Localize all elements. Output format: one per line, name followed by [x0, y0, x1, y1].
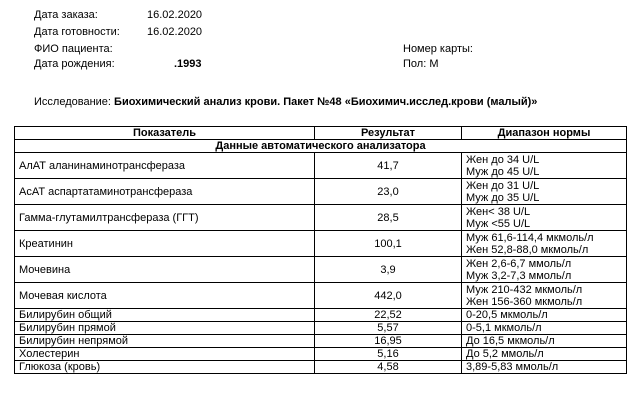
- sex-label: Пол: М: [403, 58, 439, 70]
- row-range: [462, 257, 627, 283]
- range-line: Муж 61,6-114,4 мкмоль/л: [466, 231, 594, 244]
- row-value: 41,7: [315, 153, 462, 179]
- row-name: Билирубин общий: [15, 309, 315, 322]
- range-line: Жен до 31 U/L: [466, 179, 540, 192]
- study-label: Исследование:: [34, 96, 115, 108]
- row-range: 0-20,5 мкмоль/л: [462, 309, 627, 322]
- birth-date-value: .1993: [174, 58, 202, 70]
- range-line: Муж 3,2-7,3 ммоль/л: [466, 269, 572, 282]
- row-value: 3,9: [315, 257, 462, 283]
- row-value: 5,16: [315, 348, 462, 361]
- row-range: [462, 231, 627, 257]
- row-value: 23,0: [315, 179, 462, 205]
- table-row: [15, 361, 627, 374]
- row-value: 442,0: [315, 283, 462, 309]
- card-number-label: Номер карты:: [403, 43, 473, 55]
- row-name: АсАТ аспартатаминотрансфераза: [15, 179, 315, 205]
- range-line: Жен< 38 U/L: [466, 205, 531, 218]
- table-row: [15, 179, 627, 205]
- range-line: Жен 156-360 мкмоль/л: [466, 295, 583, 308]
- row-range: 0-5,1 мкмоль/л: [462, 322, 627, 335]
- study-title: Биохимический анализ крови. Пакет №48 «Биохимич.исслед.крови (малый)»: [114, 96, 538, 108]
- row-name: Мочевая кислота: [15, 283, 315, 309]
- range-line: Жен до 34 U/L: [466, 153, 540, 166]
- row-range: 3,89-5,83 ммоль/л: [462, 361, 627, 374]
- table-row: [15, 322, 627, 335]
- table-header-row: [15, 127, 627, 140]
- row-name: Билирубин прямой: [15, 322, 315, 335]
- header-range: Диапазон нормы: [462, 127, 627, 140]
- range-line: Жен 52,8-88,0 мкмоль/л: [466, 243, 589, 256]
- study-line: [34, 96, 537, 109]
- birth-date-label: Дата рождения:: [34, 58, 115, 70]
- row-range: До 5,2 ммоль/л: [462, 348, 627, 361]
- order-date-label: Дата заказа:: [34, 9, 98, 21]
- header-result: Результат: [315, 127, 462, 140]
- row-range: [462, 153, 627, 179]
- ready-date-label: Дата готовности:: [34, 26, 120, 38]
- row-value: 28,5: [315, 205, 462, 231]
- table-row: [15, 257, 627, 283]
- results-table: [14, 126, 627, 374]
- range-line: Муж 210-432 мкмоль/л: [466, 283, 583, 296]
- range-line: Муж до 35 U/L: [466, 191, 540, 204]
- row-value: 100,1: [315, 231, 462, 257]
- table-row: [15, 309, 627, 322]
- table-row: [15, 335, 627, 348]
- header-indicator: Показатель: [15, 127, 315, 140]
- row-value: 5,57: [315, 322, 462, 335]
- section-title: Данные автоматического анализатора: [15, 140, 627, 153]
- patient-name-label: ФИО пациента:: [34, 43, 113, 55]
- row-range: [462, 179, 627, 205]
- row-name: Креатинин: [15, 231, 315, 257]
- range-line: Муж <55 U/L: [466, 217, 531, 230]
- row-name: АлАТ аланинаминотрансфераза: [15, 153, 315, 179]
- row-name: Глюкоза (кровь): [15, 361, 315, 374]
- row-range: [462, 205, 627, 231]
- row-name: Мочевина: [15, 257, 315, 283]
- row-name: Гамма-глутамилтрансфераза (ГГТ): [15, 205, 315, 231]
- row-value: 22,52: [315, 309, 462, 322]
- section-row: [15, 140, 627, 153]
- row-value: 4,58: [315, 361, 462, 374]
- table-row: [15, 348, 627, 361]
- table-row: [15, 231, 627, 257]
- ready-date-value: 16.02.2020: [147, 26, 203, 38]
- range-line: Муж до 45 U/L: [466, 165, 540, 178]
- row-range: До 16,5 мкмоль/л: [462, 335, 627, 348]
- table-row: [15, 283, 627, 309]
- table-row: [15, 205, 627, 231]
- range-line: Жен 2,6-6,7 ммоль/л: [466, 257, 572, 270]
- row-name: Билирубин непрямой: [15, 335, 315, 348]
- table-row: [15, 153, 627, 179]
- row-range: [462, 283, 627, 309]
- order-date-value: 16.02.2020: [147, 9, 203, 21]
- row-value: 16,95: [315, 335, 462, 348]
- row-name: Холестерин: [15, 348, 315, 361]
